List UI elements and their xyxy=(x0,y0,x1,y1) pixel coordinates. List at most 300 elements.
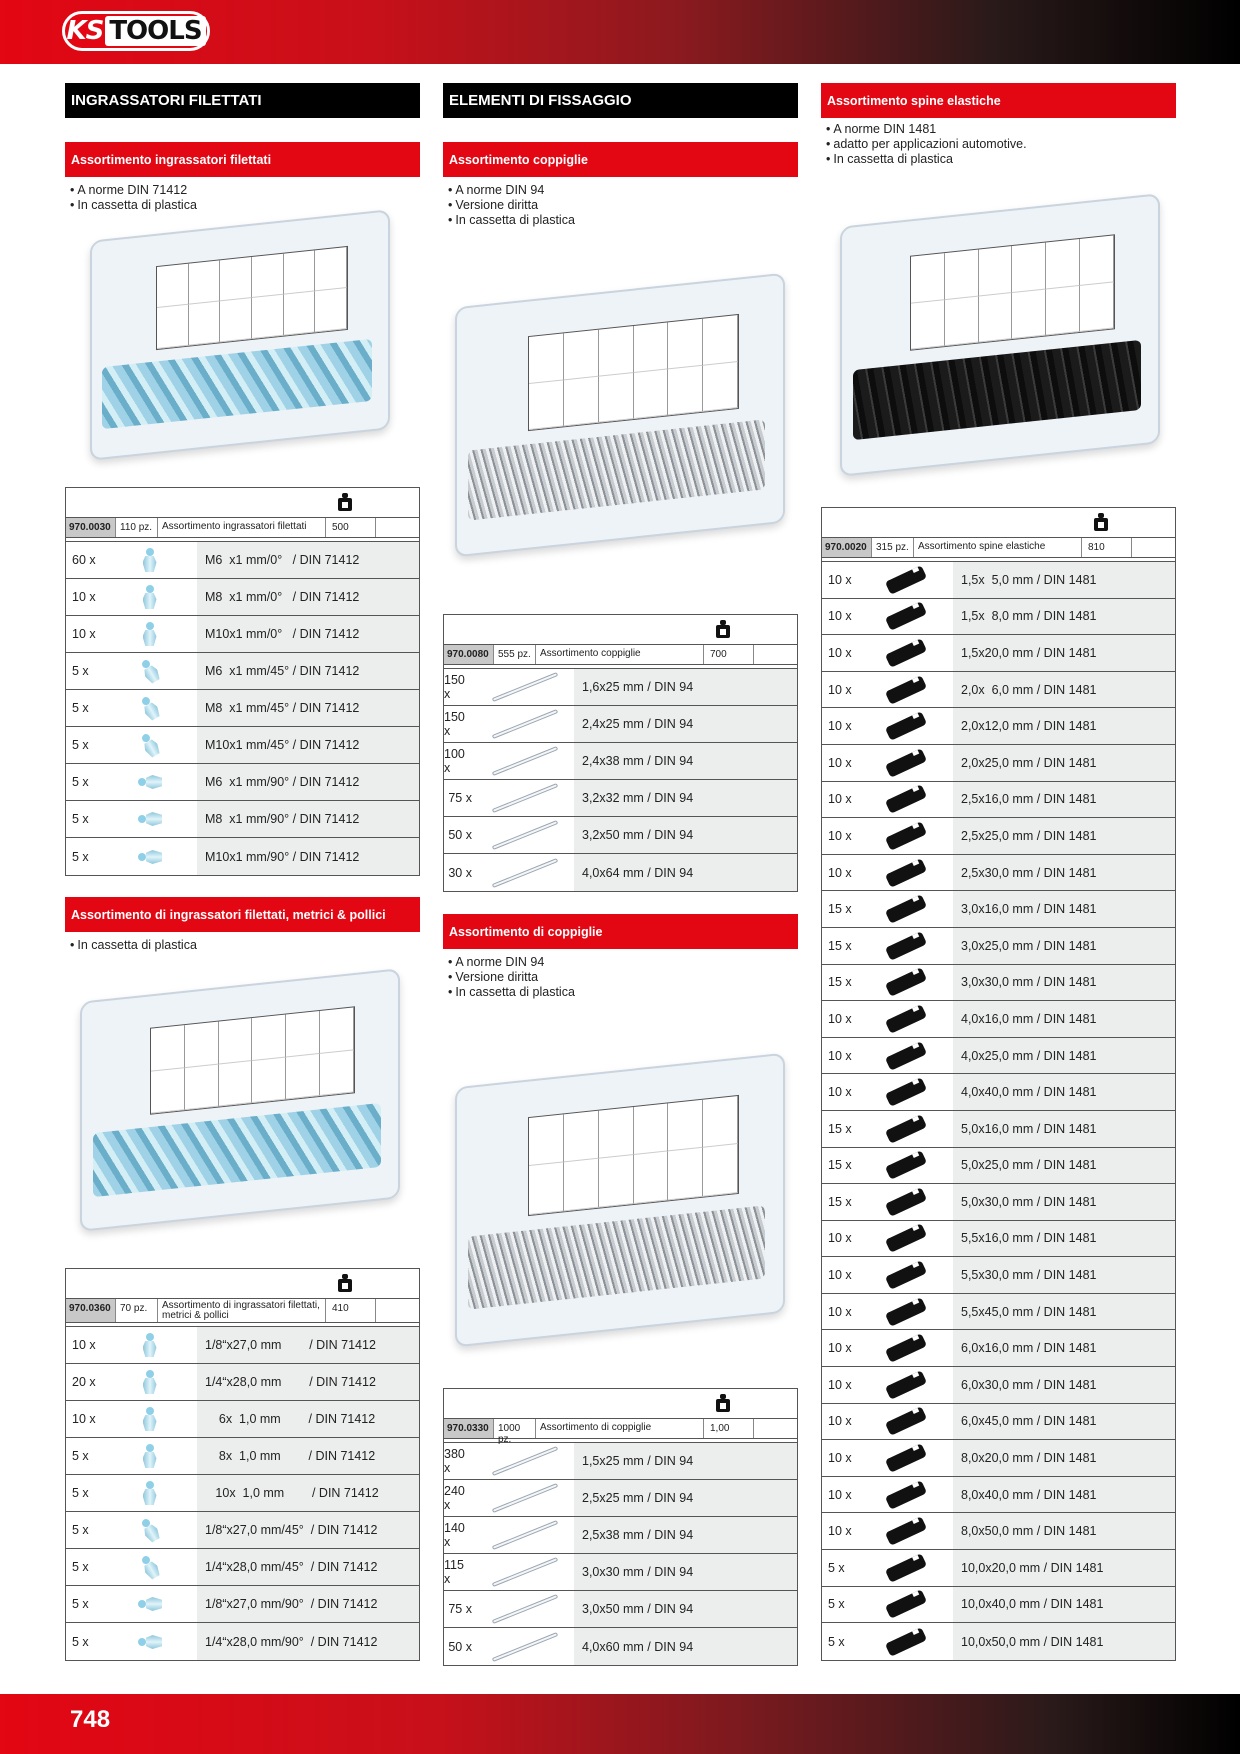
row-quantity: 50 x xyxy=(448,1639,472,1654)
row-quantity: 10 x xyxy=(828,682,852,697)
table-row[interactable] xyxy=(66,1475,419,1512)
row-specification: M10x1 mm/45° / DIN 71412 xyxy=(197,727,419,763)
row-quantity: 75 x xyxy=(448,791,472,805)
row-specification: 3,2x32 mm / DIN 94 xyxy=(574,780,797,816)
article-number: 970.0330 xyxy=(444,1419,494,1438)
row-quantity: 10 x xyxy=(828,1011,852,1026)
row-quantity: 10 x xyxy=(828,719,852,734)
piece-count: 110 pz. xyxy=(116,518,158,537)
category-title: ELEMENTI DI FISSAGGIO xyxy=(443,83,798,118)
spring-pin-icon xyxy=(858,1294,953,1330)
spring-pin-icon xyxy=(858,1404,953,1440)
row-specification: 4,0x16,0 mm / DIN 1481 xyxy=(953,1001,1175,1037)
table-row[interactable] xyxy=(66,690,419,727)
row-specification: 5,5x16,0 mm / DIN 1481 xyxy=(953,1221,1175,1257)
column-ingrassatori-2 xyxy=(65,897,420,953)
spring-pin-icon xyxy=(858,1477,953,1513)
row-quantity: 60 x xyxy=(72,553,96,567)
row-quantity: 75 x xyxy=(448,1602,472,1616)
article-weight: 700 xyxy=(704,645,754,664)
row-specification: 1/8“x27,0 mm / DIN 71412 xyxy=(197,1327,419,1363)
spring-pin-icon xyxy=(858,635,953,671)
table-row[interactable] xyxy=(66,1549,419,1586)
table-row[interactable] xyxy=(66,1401,419,1438)
product-photo-970-0330 xyxy=(455,1070,785,1330)
row-quantity: 10 x xyxy=(828,1487,852,1502)
spring-pin-icon xyxy=(858,745,953,781)
row-quantity: 10 x xyxy=(828,1451,852,1466)
row-quantity: 10 x xyxy=(828,1085,852,1100)
row-quantity: 5 x xyxy=(828,1597,845,1612)
feature-list xyxy=(65,183,420,213)
row-specification: M6 x1 mm/0° / DIN 71412 xyxy=(197,542,419,578)
row-specification: 4,0x64 mm / DIN 94 xyxy=(574,854,797,891)
grease-nipple-icon xyxy=(102,838,197,875)
article-row[interactable] xyxy=(66,518,419,538)
row-quantity: 10 x xyxy=(828,609,852,624)
row-specification: M10x1 mm/90° / DIN 71412 xyxy=(197,838,419,875)
table-row[interactable] xyxy=(822,1257,1175,1294)
feature-list xyxy=(443,183,798,228)
grease-nipple-icon xyxy=(102,1401,197,1437)
spring-pin-icon xyxy=(858,672,953,708)
row-specification: 1/4“x28,0 mm/90° / DIN 71412 xyxy=(197,1623,419,1660)
grease-nipple-icon xyxy=(102,727,197,763)
article-description: Assortimento coppiglie xyxy=(536,645,704,664)
article-description: Assortimento di coppiglie xyxy=(536,1419,704,1438)
row-specification: 5,5x45,0 mm / DIN 1481 xyxy=(953,1294,1175,1330)
row-specification: M6 x1 mm/90° / DIN 71412 xyxy=(197,764,419,800)
product-photo-970-0080 xyxy=(455,290,785,540)
spring-pin-icon xyxy=(858,1440,953,1476)
row-specification: 8x 1,0 mm / DIN 71412 xyxy=(197,1438,419,1474)
row-specification: 5,5x30,0 mm / DIN 1481 xyxy=(953,1257,1175,1293)
row-specification: M10x1 mm/0° / DIN 71412 xyxy=(197,616,419,652)
table-row[interactable] xyxy=(822,1294,1175,1331)
spring-pin-icon xyxy=(858,1148,953,1184)
grease-nipple-icon xyxy=(102,542,197,578)
product-photo-970-0360 xyxy=(80,985,400,1215)
feature-list xyxy=(65,938,420,953)
weight-icon xyxy=(716,1394,730,1412)
table-row[interactable] xyxy=(822,1184,1175,1221)
grease-nipple-icon xyxy=(102,616,197,652)
table-row[interactable] xyxy=(444,706,797,743)
cotter-pin-icon xyxy=(476,706,574,742)
spring-pin-icon xyxy=(858,1623,953,1660)
piece-count: 555 pz. xyxy=(494,645,536,664)
table-row[interactable] xyxy=(822,1477,1175,1514)
row-quantity: 10 x xyxy=(828,865,852,880)
row-specification: 4,0x60 mm / DIN 94 xyxy=(574,1628,797,1665)
grease-nipple-icon xyxy=(102,1475,197,1511)
row-quantity: 10 x xyxy=(828,1524,852,1539)
row-specification: 2,5x16,0 mm / DIN 1481 xyxy=(953,782,1175,818)
cotter-pin-icon xyxy=(476,1443,574,1479)
grease-nipple-icon xyxy=(102,1623,197,1660)
feature-list xyxy=(443,955,798,1000)
spring-pin-icon xyxy=(858,1001,953,1037)
spring-pin-icon xyxy=(858,1184,953,1220)
table-row[interactable] xyxy=(66,801,419,838)
table-row[interactable] xyxy=(66,1586,419,1623)
article-description: Assortimento ingrassatori filettati xyxy=(158,518,326,537)
spring-pin-icon xyxy=(858,891,953,927)
table-row[interactable] xyxy=(822,1623,1175,1660)
row-specification: M8 x1 mm/90° / DIN 71412 xyxy=(197,801,419,837)
grease-nipple-icon xyxy=(102,1364,197,1400)
article-weight: 500 xyxy=(326,518,376,537)
row-quantity: 100 x xyxy=(444,747,465,775)
spring-pin-icon xyxy=(858,1330,953,1366)
table-row[interactable] xyxy=(822,818,1175,855)
table-row[interactable] xyxy=(822,635,1175,672)
row-quantity: 5 x xyxy=(72,701,89,715)
table-row[interactable] xyxy=(444,1591,797,1628)
row-specification: 1,5x 8,0 mm / DIN 1481 xyxy=(953,599,1175,635)
article-number: 970.0360 xyxy=(66,1299,116,1322)
table-row[interactable] xyxy=(822,1367,1175,1404)
row-specification: 2,5x25 mm / DIN 94 xyxy=(574,1480,797,1516)
row-quantity: 10 x xyxy=(828,1268,852,1283)
feature-item: • In cassetta di plastica xyxy=(826,152,1176,167)
row-specification: 1,5x25 mm / DIN 94 xyxy=(574,1443,797,1479)
row-quantity: 5 x xyxy=(72,1597,89,1611)
table-row[interactable] xyxy=(66,727,419,764)
table-row[interactable] xyxy=(822,1587,1175,1624)
row-quantity: 10 x xyxy=(828,1377,852,1392)
row-specification: 5,0x25,0 mm / DIN 1481 xyxy=(953,1148,1175,1184)
spring-pin-icon xyxy=(858,599,953,635)
table-row[interactable] xyxy=(66,1438,419,1475)
table-row[interactable] xyxy=(822,1111,1175,1148)
article-row[interactable] xyxy=(66,1299,419,1323)
grease-nipple-icon xyxy=(102,1438,197,1474)
row-specification: 1,6x25 mm / DIN 94 xyxy=(574,669,797,705)
cotter-pin-icon xyxy=(476,1480,574,1516)
column-fissaggio-2 xyxy=(443,914,798,1000)
product-photo-970-0030 xyxy=(90,225,390,445)
row-specification: 8,0x50,0 mm / DIN 1481 xyxy=(953,1513,1175,1549)
table-row[interactable] xyxy=(66,616,419,653)
row-specification: 2,0x 6,0 mm / DIN 1481 xyxy=(953,672,1175,708)
section-title: Assortimento coppiglie xyxy=(443,142,798,177)
page-number: 748 xyxy=(70,1706,111,1733)
cotter-pin-icon xyxy=(476,854,574,891)
row-quantity: 5 x xyxy=(72,1486,89,1500)
row-specification: 3,0x30 mm / DIN 94 xyxy=(574,1554,797,1590)
row-quantity: 15 x xyxy=(828,1121,852,1136)
column-spine-elastiche xyxy=(821,83,1176,167)
table-row[interactable] xyxy=(66,1623,419,1660)
row-specification: 6,0x16,0 mm / DIN 1481 xyxy=(953,1330,1175,1366)
spring-pin-icon xyxy=(858,1038,953,1074)
spring-pin-icon xyxy=(858,928,953,964)
row-quantity: 240 x xyxy=(444,1484,465,1512)
row-specification: 3,2x50 mm / DIN 94 xyxy=(574,817,797,853)
row-specification: 3,0x25,0 mm / DIN 1481 xyxy=(953,928,1175,964)
row-specification: 2,0x25,0 mm / DIN 1481 xyxy=(953,745,1175,781)
row-specification: M8 x1 mm/0° / DIN 71412 xyxy=(197,579,419,615)
column-ingrassatori xyxy=(65,83,420,213)
section-title: Assortimento spine elastiche xyxy=(821,83,1176,118)
weight-icon xyxy=(1094,513,1108,531)
row-specification: 2,4x25 mm / DIN 94 xyxy=(574,706,797,742)
footer-bar xyxy=(0,1694,1240,1754)
row-quantity: 15 x xyxy=(828,1194,852,1209)
header-bar xyxy=(0,0,1240,64)
table-row[interactable] xyxy=(822,745,1175,782)
cotter-pin-icon xyxy=(476,1554,574,1590)
piece-count: 315 pz. xyxy=(872,538,914,557)
row-quantity: 10 x xyxy=(828,1048,852,1063)
feature-item: • A norme DIN 94 xyxy=(448,183,798,198)
table-row[interactable] xyxy=(66,579,419,616)
row-quantity: 5 x xyxy=(72,849,89,864)
row-specification: 1/4“x28,0 mm / DIN 71412 xyxy=(197,1364,419,1400)
table-row[interactable] xyxy=(822,599,1175,636)
row-quantity: 10 x xyxy=(828,755,852,770)
grease-nipple-icon xyxy=(102,764,197,800)
piece-count: 70 pz. xyxy=(116,1299,158,1322)
table-row[interactable] xyxy=(444,817,797,854)
category-title: INGRASSATORI FILETTATI xyxy=(65,83,420,118)
row-quantity: 10 x xyxy=(72,1338,96,1352)
row-specification: 3,0x16,0 mm / DIN 1481 xyxy=(953,891,1175,927)
spring-pin-icon xyxy=(858,965,953,1001)
row-quantity: 15 x xyxy=(828,938,852,953)
table-row[interactable] xyxy=(444,1517,797,1554)
table-row[interactable] xyxy=(444,854,797,891)
feature-item: • Versione diritta xyxy=(448,970,798,985)
article-description: Assortimento spine elastiche xyxy=(914,538,1082,557)
feature-item: • A norme DIN 1481 xyxy=(826,122,1176,137)
row-quantity: 15 x xyxy=(828,975,852,990)
table-row[interactable] xyxy=(822,855,1175,892)
spring-pin-icon xyxy=(858,1111,953,1147)
table-row[interactable] xyxy=(822,672,1175,709)
row-quantity: 15 x xyxy=(828,902,852,917)
row-specification: 5,0x30,0 mm / DIN 1481 xyxy=(953,1184,1175,1220)
article-row[interactable] xyxy=(444,645,797,665)
spring-pin-icon xyxy=(858,855,953,891)
table-row[interactable] xyxy=(822,965,1175,1002)
table-row[interactable] xyxy=(822,891,1175,928)
row-quantity: 5 x xyxy=(72,1560,89,1574)
row-quantity: 10 x xyxy=(828,1231,852,1246)
feature-item: • In cassetta di plastica xyxy=(448,985,798,1000)
row-specification: 10,0x20,0 mm / DIN 1481 xyxy=(953,1550,1175,1586)
spring-pin-icon xyxy=(858,1513,953,1549)
weight-icon xyxy=(338,1274,352,1292)
row-specification: 1,5x20,0 mm / DIN 1481 xyxy=(953,635,1175,671)
spring-pin-icon xyxy=(858,1221,953,1257)
row-specification: 8,0x40,0 mm / DIN 1481 xyxy=(953,1477,1175,1513)
table-row[interactable] xyxy=(444,1628,797,1665)
feature-item: • In cassetta di plastica xyxy=(70,938,420,953)
table-row[interactable] xyxy=(822,1038,1175,1075)
article-number: 970.0020 xyxy=(822,538,872,557)
table-row[interactable] xyxy=(444,1480,797,1517)
table-row[interactable] xyxy=(822,1148,1175,1185)
row-specification: M6 x1 mm/45° / DIN 71412 xyxy=(197,653,419,689)
table-row[interactable] xyxy=(66,653,419,690)
table-row[interactable] xyxy=(822,1550,1175,1587)
row-quantity: 5 x xyxy=(828,1560,845,1575)
row-specification: M8 x1 mm/45° / DIN 71412 xyxy=(197,690,419,726)
grease-nipple-icon xyxy=(102,1327,197,1363)
table-row[interactable] xyxy=(822,1440,1175,1477)
row-quantity: 5 x xyxy=(72,1634,89,1649)
row-specification: 10x 1,0 mm / DIN 71412 xyxy=(197,1475,419,1511)
row-specification: 1/8“x27,0 mm/90° / DIN 71412 xyxy=(197,1586,419,1622)
spring-pin-icon xyxy=(858,818,953,854)
row-quantity: 140 x xyxy=(444,1521,465,1549)
row-specification: 2,4x38 mm / DIN 94 xyxy=(574,743,797,779)
row-specification: 3,0x30,0 mm / DIN 1481 xyxy=(953,965,1175,1001)
row-quantity: 5 x xyxy=(72,1449,89,1463)
article-weight: 810 xyxy=(1082,538,1132,557)
spring-pin-icon xyxy=(858,1550,953,1586)
article-number: 970.0080 xyxy=(444,645,494,664)
spring-pin-icon xyxy=(858,708,953,744)
cotter-pin-icon xyxy=(476,669,574,705)
table-row[interactable] xyxy=(822,708,1175,745)
article-table-970-0030 xyxy=(65,487,420,876)
grease-nipple-icon xyxy=(102,579,197,615)
article-table-970-0330 xyxy=(443,1388,798,1666)
cotter-pin-icon xyxy=(476,817,574,853)
table-row[interactable] xyxy=(444,1443,797,1480)
table-row[interactable] xyxy=(822,562,1175,599)
table-row[interactable] xyxy=(66,764,419,801)
row-specification: 1/4“x28,0 mm/45° / DIN 71412 xyxy=(197,1549,419,1585)
row-specification: 2,0x12,0 mm / DIN 1481 xyxy=(953,708,1175,744)
row-specification: 4,0x25,0 mm / DIN 1481 xyxy=(953,1038,1175,1074)
article-table-970-0360 xyxy=(65,1268,420,1661)
row-quantity: 10 x xyxy=(72,627,96,641)
feature-item: • In cassetta di plastica xyxy=(448,213,798,228)
row-quantity: 50 x xyxy=(448,828,472,842)
table-row[interactable] xyxy=(66,542,419,579)
grease-nipple-icon xyxy=(102,1512,197,1548)
section-title: Assortimento ingrassatori filettati xyxy=(65,142,420,177)
grease-nipple-icon xyxy=(102,801,197,837)
row-specification: 6,0x30,0 mm / DIN 1481 xyxy=(953,1367,1175,1403)
row-quantity: 10 x xyxy=(72,590,96,604)
row-specification: 2,5x38 mm / DIN 94 xyxy=(574,1517,797,1553)
article-weight: 1,00 xyxy=(704,1419,754,1438)
grease-nipple-icon xyxy=(102,653,197,689)
row-quantity: 10 x xyxy=(828,792,852,807)
row-quantity: 5 x xyxy=(72,1523,89,1537)
grease-nipple-icon xyxy=(102,690,197,726)
row-specification: 6,0x45,0 mm / DIN 1481 xyxy=(953,1404,1175,1440)
feature-list xyxy=(821,122,1176,167)
row-specification: 10,0x50,0 mm / DIN 1481 xyxy=(953,1623,1175,1660)
table-row[interactable] xyxy=(822,1221,1175,1258)
row-quantity: 150 x xyxy=(444,673,465,701)
row-quantity: 10 x xyxy=(72,1412,96,1426)
table-row[interactable] xyxy=(822,1074,1175,1111)
row-specification: 5,0x16,0 mm / DIN 1481 xyxy=(953,1111,1175,1147)
row-specification: 6x 1,0 mm / DIN 71412 xyxy=(197,1401,419,1437)
row-quantity: 115 x xyxy=(444,1558,464,1586)
table-row[interactable] xyxy=(822,1513,1175,1550)
logo-tools: TOOLS xyxy=(105,16,205,46)
feature-item: • A norme DIN 94 xyxy=(448,955,798,970)
row-quantity: 10 x xyxy=(828,1304,852,1319)
row-specification: 2,5x30,0 mm / DIN 1481 xyxy=(953,855,1175,891)
article-row[interactable] xyxy=(444,1419,797,1445)
table-row[interactable] xyxy=(66,1364,419,1401)
table-row[interactable] xyxy=(66,1327,419,1364)
feature-item: • adatto per applicazioni automotive. xyxy=(826,137,1176,152)
grease-nipple-icon xyxy=(102,1586,197,1622)
row-specification: 1,5x 5,0 mm / DIN 1481 xyxy=(953,562,1175,598)
spring-pin-icon xyxy=(858,1257,953,1293)
cotter-pin-icon xyxy=(476,1591,574,1627)
article-weight: 410 xyxy=(326,1299,376,1322)
feature-item: • A norme DIN 71412 xyxy=(70,183,420,198)
row-specification: 2,5x25,0 mm / DIN 1481 xyxy=(953,818,1175,854)
table-row[interactable] xyxy=(66,838,419,875)
grease-nipple-icon xyxy=(102,1549,197,1585)
column-fissaggio xyxy=(443,83,798,228)
row-specification: 1/8“x27,0 mm/45° / DIN 71412 xyxy=(197,1512,419,1548)
row-quantity: 10 x xyxy=(828,572,852,587)
article-table-970-0020 xyxy=(821,507,1176,1661)
row-quantity: 10 x xyxy=(828,645,852,660)
logo-ks: KS xyxy=(66,16,104,46)
article-number: 970.0030 xyxy=(66,518,116,537)
cotter-pin-icon xyxy=(476,1628,574,1665)
table-row[interactable] xyxy=(444,1554,797,1591)
row-quantity: 5 x xyxy=(72,812,89,826)
row-quantity: 5 x xyxy=(828,1634,845,1649)
article-table-970-0080 xyxy=(443,614,798,892)
cotter-pin-icon xyxy=(476,1517,574,1553)
table-row[interactable] xyxy=(822,782,1175,819)
row-quantity: 5 x xyxy=(72,664,89,678)
row-specification: 8,0x20,0 mm / DIN 1481 xyxy=(953,1440,1175,1476)
row-quantity: 5 x xyxy=(72,738,89,752)
ks-tools-logo[interactable] xyxy=(62,11,210,51)
row-quantity: 5 x xyxy=(72,775,89,789)
cotter-pin-icon xyxy=(476,780,574,816)
table-row[interactable] xyxy=(444,780,797,817)
table-row[interactable] xyxy=(444,743,797,780)
row-specification: 3,0x50 mm / DIN 94 xyxy=(574,1591,797,1627)
row-quantity: 10 x xyxy=(828,828,852,843)
product-photo-970-0020 xyxy=(840,210,1160,460)
table-row[interactable] xyxy=(66,1512,419,1549)
article-row[interactable] xyxy=(822,538,1175,558)
section-title: Assortimento di ingrassatori filettati, metrici & pollici xyxy=(65,897,420,932)
spring-pin-icon xyxy=(858,562,953,598)
table-row[interactable] xyxy=(444,669,797,706)
spring-pin-icon xyxy=(858,1074,953,1110)
row-quantity: 10 x xyxy=(828,1414,852,1429)
table-row[interactable] xyxy=(822,1404,1175,1441)
table-row[interactable] xyxy=(822,1330,1175,1367)
table-row[interactable] xyxy=(822,928,1175,965)
row-specification: 4,0x40,0 mm / DIN 1481 xyxy=(953,1074,1175,1110)
row-quantity: 10 x xyxy=(828,1341,852,1356)
weight-icon xyxy=(716,620,730,638)
table-row[interactable] xyxy=(822,1001,1175,1038)
feature-item: • In cassetta di plastica xyxy=(70,198,420,213)
